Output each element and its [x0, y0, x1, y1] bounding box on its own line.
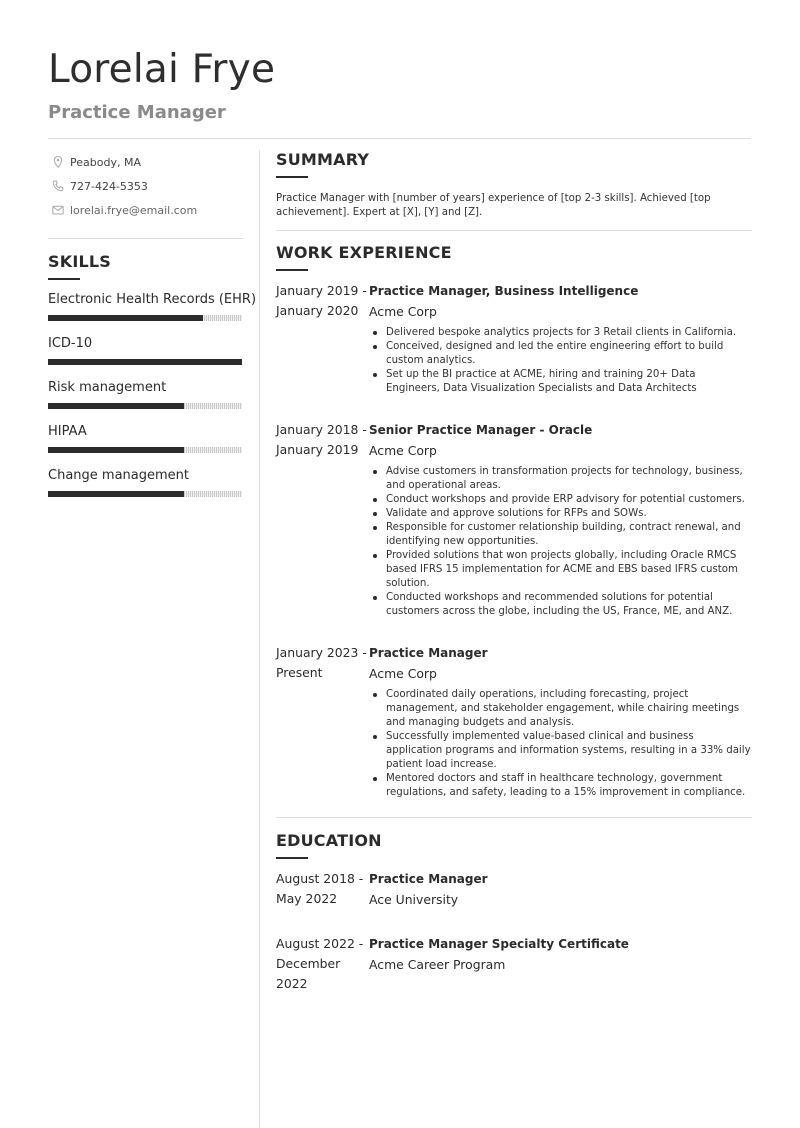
contact-location — [48, 150, 243, 174]
degree-title: Practice Manager — [369, 872, 488, 886]
summary-section — [276, 150, 752, 220]
skill-item — [48, 468, 243, 497]
achievement-item: Responsible for customer relationship building, contract renewal, and identifying new opportunities. — [369, 521, 752, 549]
job-title: Practice Manager, Business Intelligence — [369, 284, 639, 298]
summary-title-underline — [276, 176, 308, 178]
achievement-item: Validate and approve solutions for RFPs and SOWs. — [369, 507, 752, 521]
mail-icon — [51, 203, 65, 217]
skill-level-fill — [48, 359, 242, 365]
skill-name: Electronic Health Records (EHR) — [48, 292, 257, 307]
skill-item — [48, 336, 243, 365]
achievement-item: Conceived, designed and led the entire engineering effort to build custom analytics. — [369, 340, 752, 368]
date-start: January 2023 - — [276, 645, 367, 660]
skill-level-bar — [48, 491, 242, 497]
contact-phone — [48, 174, 243, 198]
entry-body — [369, 869, 752, 910]
contact-email[interactable] — [48, 198, 243, 222]
achievement-item: Successfully implemented value-based clinical and business application programs and information systems, resulting in a 33% daily patient load increase. — [369, 730, 752, 772]
entry-body — [369, 643, 752, 800]
achievement-list — [369, 326, 752, 396]
skill-name: Change management — [48, 468, 189, 483]
date-start: January 2019 - — [276, 283, 367, 298]
skills-section — [48, 252, 243, 280]
phone-icon — [51, 179, 65, 193]
contact-divider — [48, 238, 243, 239]
skill-level-fill — [48, 403, 184, 409]
experience-entry — [276, 420, 752, 619]
experience-title: WORK EXPERIENCE — [276, 243, 452, 262]
achievement-item: Coordinated daily operations, including forecasting, project management, and stakeholder engagement, while chairing meetings and managing budgets and analysis. — [369, 688, 752, 730]
phone-text: 727-424-5353 — [70, 179, 148, 193]
summary-text: Practice Manager with [number of years] experience of [top 2-3 skills]. Achieved [top achievement]. Expert at [X], [Y] and [Z]. — [276, 193, 711, 218]
experience-divider — [276, 817, 752, 818]
skill-level-bar — [48, 447, 242, 453]
summary-divider — [276, 230, 752, 231]
skills-title: SKILLS — [48, 252, 111, 271]
experience-entry — [276, 281, 752, 396]
achievement-item: Mentored doctors and staff in healthcare technology, government regulations, and safety, leading to a 15% improvement in compliance. — [369, 772, 752, 800]
date-end: Present — [276, 665, 323, 680]
job-title: Senior Practice Manager - Oracle — [369, 423, 593, 437]
education-list — [276, 869, 752, 994]
skill-level-bar — [48, 315, 242, 321]
resume-header — [48, 44, 275, 123]
date-start: August 2018 - — [276, 871, 364, 886]
education-section — [276, 831, 752, 994]
experience-entry — [276, 643, 752, 800]
achievement-item: Delivered bespoke analytics projects for 3 Retail clients in California. — [369, 326, 752, 340]
skill-level-bar — [48, 359, 242, 365]
skill-level-fill — [48, 491, 184, 497]
entry-dates — [276, 934, 369, 994]
achievement-item: Advise customers in transformation projects for technology, business, and operational areas. — [369, 465, 752, 493]
institution-name: Acme Career Program — [369, 957, 506, 972]
skill-name: ICD-10 — [48, 336, 93, 351]
skill-item — [48, 380, 243, 409]
entry-body — [369, 934, 752, 994]
candidate-name: Lorelai Frye — [48, 47, 276, 92]
date-start: August 2022 - — [276, 936, 364, 951]
summary-title: SUMMARY — [276, 150, 370, 169]
skill-item — [48, 424, 243, 453]
skills-title-underline — [48, 278, 80, 280]
email-text[interactable]: lorelai.frye@email.com — [70, 203, 198, 217]
date-end: May 2022 — [276, 891, 338, 906]
entry-body — [369, 420, 752, 619]
experience-list — [276, 281, 752, 800]
entry-dates — [276, 869, 369, 910]
achievement-list — [369, 688, 752, 800]
skill-level-fill — [48, 447, 184, 453]
candidate-role: Practice Manager — [48, 102, 226, 123]
skill-name: HIPAA — [48, 424, 87, 439]
entry-dates — [276, 281, 369, 396]
date-end: December 2022 — [276, 956, 341, 991]
job-title: Practice Manager — [369, 646, 488, 660]
date-start: January 2018 - — [276, 422, 367, 437]
date-end: January 2020 — [276, 303, 359, 318]
entry-body — [369, 281, 752, 396]
location-text: Peabody, MA — [70, 155, 141, 169]
skill-level-fill — [48, 315, 203, 321]
education-title-underline — [276, 857, 308, 859]
skill-name: Risk management — [48, 380, 167, 395]
achievement-list — [369, 465, 752, 619]
skills-list — [48, 292, 257, 497]
company-name: Acme Corp — [369, 443, 437, 458]
date-end: January 2019 — [276, 442, 359, 457]
institution-name: Ace University — [369, 892, 459, 907]
achievement-item: Set up the BI practice at ACME, hiring and training 20+ Data Engineers, Data Visualization Specialists and Data Architects — [369, 368, 752, 396]
skill-level-bar — [48, 403, 242, 409]
achievement-item: Provided solutions that won projects globally, including Oracle RMCS based IFRS 15 implementation for ACME and EBS based IFRS custom solution. — [369, 549, 752, 591]
company-name: Acme Corp — [369, 304, 437, 319]
education-entry — [276, 934, 752, 994]
right-column — [276, 150, 752, 994]
achievement-item: Conduct workshops and provide ERP advisory for potential customers. — [369, 493, 752, 507]
achievement-item: Conducted workshops and recommended solutions for potential customers across the globe, including the US, France, ME, and ANZ. — [369, 591, 752, 619]
header-divider — [48, 138, 751, 139]
entry-dates — [276, 420, 369, 619]
experience-title-underline — [276, 269, 308, 271]
experience-section — [276, 243, 752, 800]
education-title: EDUCATION — [276, 831, 382, 850]
entry-dates — [276, 643, 369, 800]
skill-item — [48, 292, 257, 321]
company-name: Acme Corp — [369, 666, 437, 681]
column-divider — [259, 150, 260, 1128]
education-entry — [276, 869, 752, 910]
location-pin-icon — [51, 155, 65, 169]
left-column — [48, 150, 257, 497]
degree-title: Practice Manager Specialty Certificate — [369, 937, 629, 951]
